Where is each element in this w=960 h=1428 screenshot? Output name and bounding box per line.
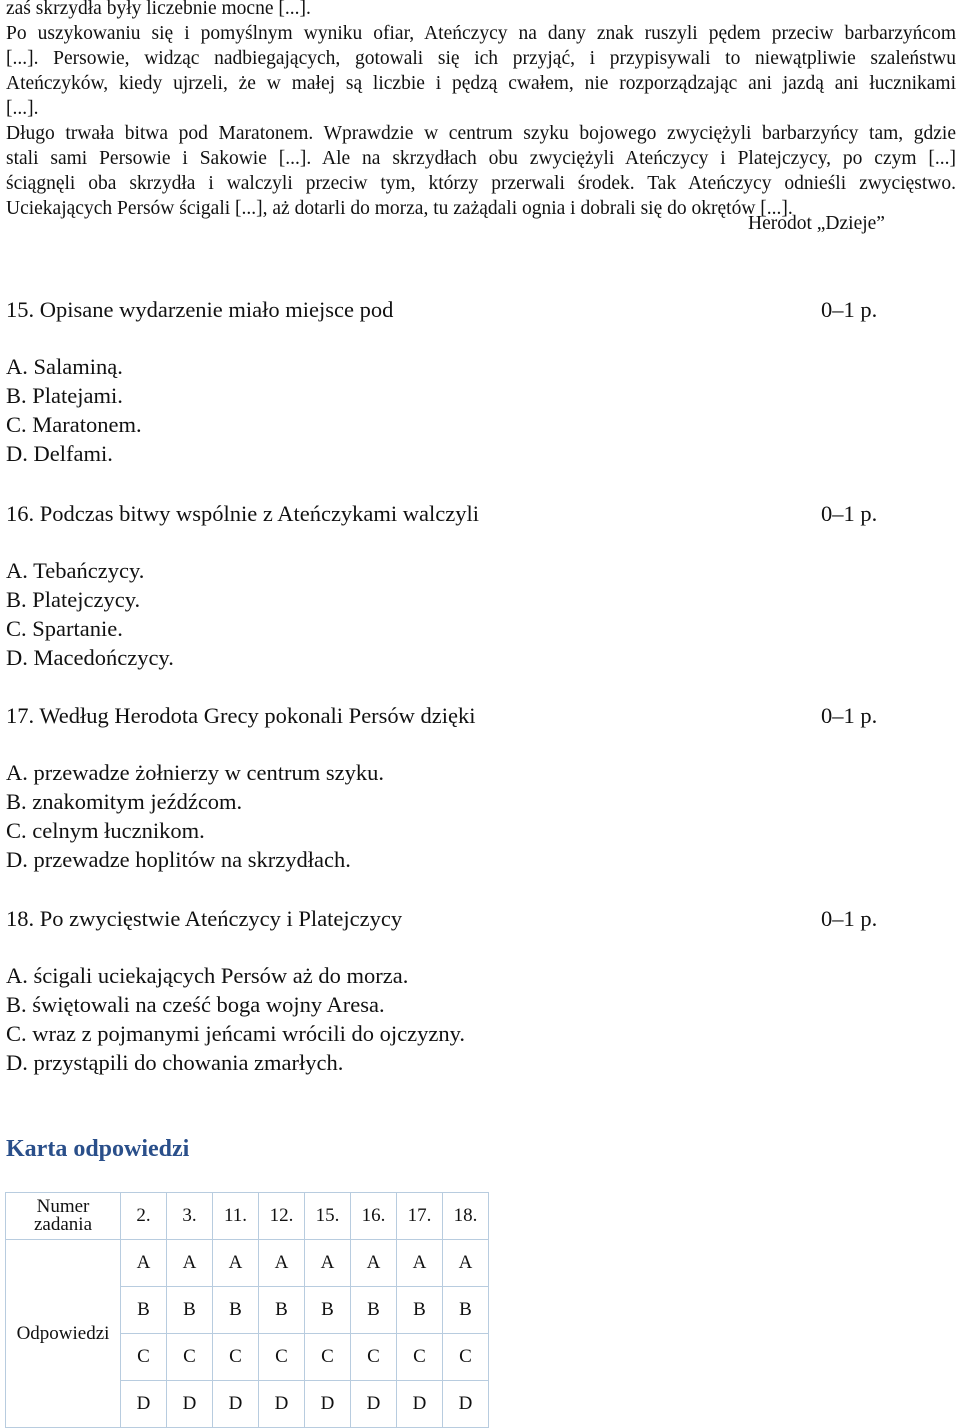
answer-option: D. Macedończycy. [6,645,174,670]
answer-cell[interactable]: A [397,1240,443,1287]
source-attribution: Herodot „Dzieje” [748,213,885,234]
source-text [6,0,956,221]
answer-cell[interactable]: B [167,1287,213,1334]
task-number-header [6,1193,121,1240]
answer-cell[interactable]: B [259,1287,305,1334]
question-text: 18. Po zwycięstwie Ateńczycy i Platejczycy [6,906,403,931]
answer-option: C. Maratonem. [6,412,142,437]
answer-cell[interactable]: B [397,1287,443,1334]
question-18 [6,904,906,1077]
task-number-header-line: zadania [33,1214,92,1235]
question-17 [6,701,906,874]
task-number-header-line: Numer [36,1196,90,1217]
source-line: Po uszykowaniu się i pomyślnym wyniku ofiar, Ateńczycy na dany znak ruszyli pędem przeciw barbarzyńcom [6,23,956,44]
answer-cell[interactable]: D [443,1381,489,1428]
answer-option: B. Platejczycy. [6,587,141,612]
answer-cell[interactable]: B [443,1287,489,1334]
answer-card-table [5,1192,489,1428]
answer-cell[interactable]: A [213,1240,259,1287]
task-number: 3. [167,1193,213,1240]
answer-cell[interactable]: A [305,1240,351,1287]
answer-row-a [6,1240,489,1287]
answer-cell[interactable]: C [259,1334,305,1381]
answer-option: C. celnym łucznikom. [6,818,205,843]
answer-option: A. Tebańczycy. [6,558,145,583]
question-16 [6,499,906,672]
answer-cell[interactable]: A [259,1240,305,1287]
answer-option: A. przewadze żołnierzy w centrum szyku. [6,760,384,785]
task-number: 17. [397,1193,443,1240]
task-number-row [6,1193,489,1240]
answer-cell[interactable]: A [167,1240,213,1287]
question-points: 0–1 p. [821,703,878,728]
answers-label: Odpowiedzi [6,1240,121,1428]
question-text: 15. Opisane wydarzenie miało miejsce pod [6,297,394,322]
answer-cell[interactable]: B [213,1287,259,1334]
answer-option: B. świętowali na cześć boga wojny Aresa. [6,992,385,1017]
question-points: 0–1 p. [821,501,878,526]
answer-cell[interactable]: C [305,1334,351,1381]
answer-option: A. Salaminą. [6,354,123,379]
source-line: [...]. [6,98,39,119]
answer-cell[interactable]: B [351,1287,397,1334]
task-number: 2. [121,1193,167,1240]
question-text: 16. Podczas bitwy wspólnie z Ateńczykami walczyli [6,501,480,526]
source-line: stali sami Persowie i Sakowie [...]. Ale na skrzydłach obu zwyciężyli Ateńczycy i Platejczycy, po czym [...] [6,148,956,169]
answer-option: B. znakomitym jeźdźcom. [6,789,243,814]
answer-option: B. Platejami. [6,383,123,408]
answer-cell[interactable]: D [397,1381,443,1428]
answer-cell[interactable]: D [167,1381,213,1428]
answer-cell[interactable]: C [213,1334,259,1381]
answer-cell[interactable]: C [443,1334,489,1381]
source-line: ściągnęli oba skrzydła i walczyli przeciw tym, którzy przerwali środek. Tak Ateńczycy odnieśli zwycięstwo. [6,173,956,194]
answer-cell[interactable]: D [121,1381,167,1428]
answer-cell[interactable]: C [167,1334,213,1381]
source-line: [...]. Persowie, widząc nadbiegających, gotowali się ich przyjąć, i przypisywali to niewątpliwie szaleństwu [6,48,956,69]
answer-option: C. Spartanie. [6,616,123,641]
answer-option: D. przewadze hoplitów na skrzydłach. [6,847,351,872]
answer-cell[interactable]: A [443,1240,489,1287]
task-number: 16. [351,1193,397,1240]
answer-cell[interactable]: C [121,1334,167,1381]
question-text: 17. Według Herodota Grecy pokonali Persów dzięki [6,703,476,728]
question-points: 0–1 p. [821,297,878,322]
answer-cell[interactable]: B [121,1287,167,1334]
task-number: 15. [305,1193,351,1240]
question-points: 0–1 p. [821,906,878,931]
source-line: Ateńczyków, kiedy ujrzeli, że w małej są liczbie i pędzą cwałem, nie rozporządzając ani jazdą ani łucznikami [6,73,956,94]
answer-option: D. przystąpili do chowania zmarłych. [6,1050,344,1075]
source-line: Długo trwała bitwa pod Maratonem. Wprawdzie w centrum szyku bojowego zwyciężyli barbarzyńcy tam, gdzie [6,123,956,144]
answer-option: C. wraz z pojmanymi jeńcami wrócili do ojczyzny. [6,1021,466,1046]
answer-option: A. ścigali uciekających Persów aż do morza. [6,963,409,988]
answer-option: D. Delfami. [6,441,113,466]
answer-cell[interactable]: D [213,1381,259,1428]
answer-card-title: Karta odpowiedzi [6,1136,190,1162]
answer-cell[interactable]: D [351,1381,397,1428]
answer-cell[interactable]: B [305,1287,351,1334]
source-line: zaś skrzydła były liczebnie mocne [...]. [6,0,311,19]
source-line: Uciekających Persów ścigali [...], aż dotarli do morza, tu zażądali ognia i dobrali się do okrętów [...]. [6,198,793,219]
task-number: 11. [213,1193,259,1240]
answer-cell[interactable]: A [351,1240,397,1287]
question-15 [6,295,906,468]
task-number: 12. [259,1193,305,1240]
answer-cell[interactable]: C [397,1334,443,1381]
answer-cell[interactable]: D [305,1381,351,1428]
answer-cell[interactable]: C [351,1334,397,1381]
task-number: 18. [443,1193,489,1240]
answer-cell[interactable]: A [121,1240,167,1287]
answer-cell[interactable]: D [259,1381,305,1428]
